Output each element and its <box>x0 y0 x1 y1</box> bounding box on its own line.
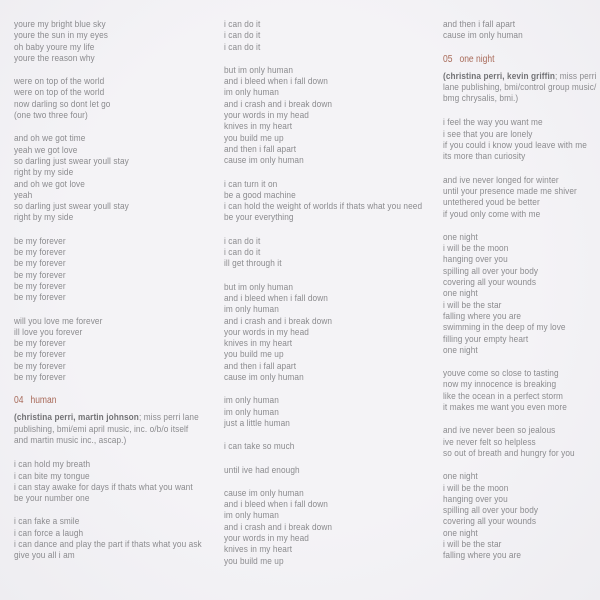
credit-text: bmg chrysalis, bmi.) <box>443 93 519 105</box>
lyric-line: and then i fall apart <box>224 360 297 372</box>
lyric-line: i see that you are lonely <box>443 128 533 140</box>
lyric-line: your words in my head <box>224 326 309 338</box>
stanza <box>14 133 202 223</box>
track-title: human <box>30 395 57 407</box>
lyric-line: just a little human <box>224 417 290 429</box>
lyric-line: one night <box>443 288 478 300</box>
stanza <box>224 19 422 53</box>
stanza <box>443 368 596 413</box>
track-number: 04 <box>14 395 24 407</box>
lyric-line: and then i fall apart <box>443 19 516 30</box>
lyric-line: its more than curiosity <box>443 151 526 163</box>
lyric-line: your words in my head <box>224 110 309 122</box>
lyric-line: im only human <box>224 406 279 418</box>
lyric-line: right by my side <box>14 167 74 179</box>
lyric-line: i feel the way you want me <box>443 117 543 129</box>
lyric-line: i can bite my tongue <box>14 470 90 482</box>
credit-text: publishing, bmi/emi april music, inc. o/b/o itself <box>14 423 189 435</box>
lyric-line: knives in my heart <box>224 121 293 133</box>
track-number: 05 <box>443 53 453 65</box>
track-title: one night <box>459 53 495 65</box>
lyrics-column-2 <box>224 19 422 579</box>
lyric-line: if youd only come with me <box>443 208 541 220</box>
stanza <box>224 179 422 224</box>
credit-line <box>443 71 596 82</box>
lyric-line: so darling just swear youll stay <box>14 201 129 213</box>
lyric-line: cause im only human <box>443 30 523 42</box>
lyric-line: and i crash and i break down <box>224 315 333 327</box>
lyric-line: falling where you are <box>443 550 522 562</box>
lyric-line: i can do it <box>224 247 261 259</box>
credit-line <box>443 82 596 93</box>
stanza <box>443 175 596 220</box>
lyric-line: one night <box>443 527 478 539</box>
stanza <box>224 465 422 476</box>
lyrics-column-3 <box>443 19 596 574</box>
lyric-line: i can fake a smile <box>14 516 80 528</box>
lyric-line: youre the reason why <box>14 52 95 64</box>
stanza <box>14 459 202 504</box>
lyric-line: and i crash and i break down <box>224 521 333 533</box>
lyric-line: be my forever <box>14 258 66 270</box>
lyric-line: right by my side <box>14 212 74 224</box>
stanza <box>14 76 202 121</box>
lyric-line: be my forever <box>14 247 66 259</box>
lyric-line: until ive had enough <box>224 464 300 476</box>
lyric-line: like the ocean in a perfect storm <box>443 390 564 402</box>
lyric-line: im only human <box>224 395 279 407</box>
lyric-line: and i bleed when i fall down <box>224 292 328 304</box>
lyric-line: cause im only human <box>224 155 304 167</box>
lyric-line: were on top of the world <box>14 76 105 88</box>
stanza <box>224 65 422 167</box>
lyric-line: falling where you are <box>443 310 522 322</box>
lyric-line: knives in my heart <box>224 338 293 350</box>
lyric-line: be my forever <box>14 349 66 361</box>
lyric-line: im only human <box>224 87 279 99</box>
lyric-line: youve come so close to tasting <box>443 368 559 380</box>
credit-text: ; miss perri lane <box>138 412 199 424</box>
lyric-line: you build me up <box>224 132 284 144</box>
lyric-line: i can hold my breath <box>14 459 91 471</box>
lyric-line: and oh we got love <box>14 178 85 190</box>
lyric-line: but im only human <box>224 64 294 76</box>
lyric-line: spilling all over your body <box>443 505 539 517</box>
lyric-line: covering all your wounds <box>443 277 537 289</box>
lyrics-column-1 <box>14 19 202 574</box>
lyric-line: you build me up <box>224 555 284 567</box>
lyric-line: yeah <box>14 189 33 201</box>
credit-line <box>14 435 202 446</box>
lyric-line: and ive never been so jealous <box>443 425 556 437</box>
credit-writers: (christina perri, martin johnson <box>14 412 139 424</box>
credit-block <box>14 412 202 446</box>
lyric-line: be my forever <box>14 338 66 350</box>
lyric-line: you build me up <box>224 349 284 361</box>
lyric-line: be your number one <box>14 493 90 505</box>
lyric-line: now darling so dont let go <box>14 98 111 110</box>
lyric-line: ive never felt so helpless <box>443 436 536 448</box>
lyric-line: swimming in the deep of my love <box>443 322 566 334</box>
lyric-line: spilling all over your body <box>443 265 539 277</box>
lyric-line: be my forever <box>14 269 66 281</box>
lyric-line: be my forever <box>14 280 66 292</box>
lyric-line: and i bleed when i fall down <box>224 499 328 511</box>
lyric-line: ill get through it <box>224 258 282 270</box>
lyric-line: and ive never longed for winter <box>443 174 559 186</box>
lyric-line: cause im only human <box>224 372 304 384</box>
lyric-line: i will be the star <box>443 299 502 311</box>
lyric-line: and i bleed when i fall down <box>224 76 328 88</box>
lyric-line: be my forever <box>14 292 66 304</box>
stanza <box>443 117 596 162</box>
stanza <box>224 395 422 429</box>
credit-line <box>443 93 596 104</box>
credit-line <box>14 412 202 423</box>
lyric-line: be your everything <box>224 212 294 224</box>
lyric-line: be my forever <box>14 372 66 384</box>
stanza <box>14 316 202 384</box>
lyric-line: i can take so much <box>224 441 295 453</box>
lyric-line: be a good machine <box>224 189 296 201</box>
credit-text: lane publishing, bmi/control group music/ <box>443 81 597 93</box>
credit-block <box>443 71 596 105</box>
lyric-line: i can do it <box>224 41 261 53</box>
lyric-line: knives in my heart <box>224 544 293 556</box>
lyric-line: i can do it <box>224 30 261 42</box>
track-heading <box>14 395 202 407</box>
lyric-line: one night <box>443 231 478 243</box>
lyric-line: im only human <box>224 510 279 522</box>
stanza <box>443 19 596 42</box>
credit-writers: (christina perri, kevin griffin <box>443 70 556 82</box>
lyric-line: youre my bright blue sky <box>14 19 106 30</box>
lyric-line: youre the sun in my eyes <box>14 30 108 42</box>
credit-text: ; miss perri <box>555 70 597 82</box>
lyric-line: and then i fall apart <box>224 143 297 155</box>
lyric-line: i can do it <box>224 235 261 247</box>
lyric-line: hanging over you <box>443 493 508 505</box>
lyric-line: your words in my head <box>224 532 309 544</box>
lyric-line: covering all your wounds <box>443 516 537 528</box>
lyric-line: i will be the moon <box>443 482 509 494</box>
stanza <box>224 488 422 567</box>
lyric-line: one night <box>443 344 478 356</box>
stanza <box>14 19 202 64</box>
stanza <box>224 236 422 270</box>
lyric-line: will you love me forever <box>14 315 103 327</box>
lyric-line: untethered youd be better <box>443 197 540 209</box>
stanza <box>224 282 422 384</box>
lyric-line: hanging over you <box>443 254 508 266</box>
lyric-line: i can do it <box>224 19 261 30</box>
lyric-line: but im only human <box>224 281 294 293</box>
lyric-line: oh baby youre my life <box>14 41 95 53</box>
stanza <box>443 425 596 459</box>
lyric-line: if you could i know youd leave with me <box>443 140 587 152</box>
lyric-line: give you all i am <box>14 550 75 562</box>
credit-line <box>14 424 202 435</box>
lyric-line: were on top of the world <box>14 87 105 99</box>
lyric-line: so out of breath and hungry for you <box>443 447 575 459</box>
lyric-line: cause im only human <box>224 487 304 499</box>
stanza <box>224 441 422 452</box>
stanza <box>14 236 202 304</box>
lyric-line: one night <box>443 471 478 483</box>
lyric-line: be my forever <box>14 235 66 247</box>
lyric-line: it makes me want you even more <box>443 402 567 414</box>
lyric-line: so darling just swear youll stay <box>14 155 129 167</box>
stanza <box>443 232 596 356</box>
lyric-line: i will be the star <box>443 538 502 550</box>
lyric-line: ill love you forever <box>14 326 83 338</box>
stanza <box>14 516 202 561</box>
lyric-line: i can stay awake for days if thats what you want <box>14 481 193 493</box>
lyric-line: i can hold the weight of worlds if thats what you need <box>224 201 423 213</box>
lyric-line: and oh we got time <box>14 133 86 145</box>
lyric-line: and i crash and i break down <box>224 98 333 110</box>
stanza <box>443 471 596 561</box>
lyric-line: until your presence made me shiver <box>443 185 577 197</box>
lyric-line: be my forever <box>14 360 66 372</box>
lyric-line: yeah we got love <box>14 144 78 156</box>
lyric-line: now my innocence is breaking <box>443 379 557 391</box>
lyric-line: i can dance and play the part if thats what you ask <box>14 538 202 550</box>
lyric-line: (one two three four) <box>14 110 88 122</box>
lyric-line: i will be the moon <box>443 243 509 255</box>
lyric-line: im only human <box>224 304 279 316</box>
credit-text: and martin music inc., ascap.) <box>14 434 127 446</box>
lyric-line: i can force a laugh <box>14 527 84 539</box>
lyric-line: filling your empty heart <box>443 333 529 345</box>
lyric-line: i can turn it on <box>224 178 278 190</box>
track-heading <box>443 54 596 66</box>
